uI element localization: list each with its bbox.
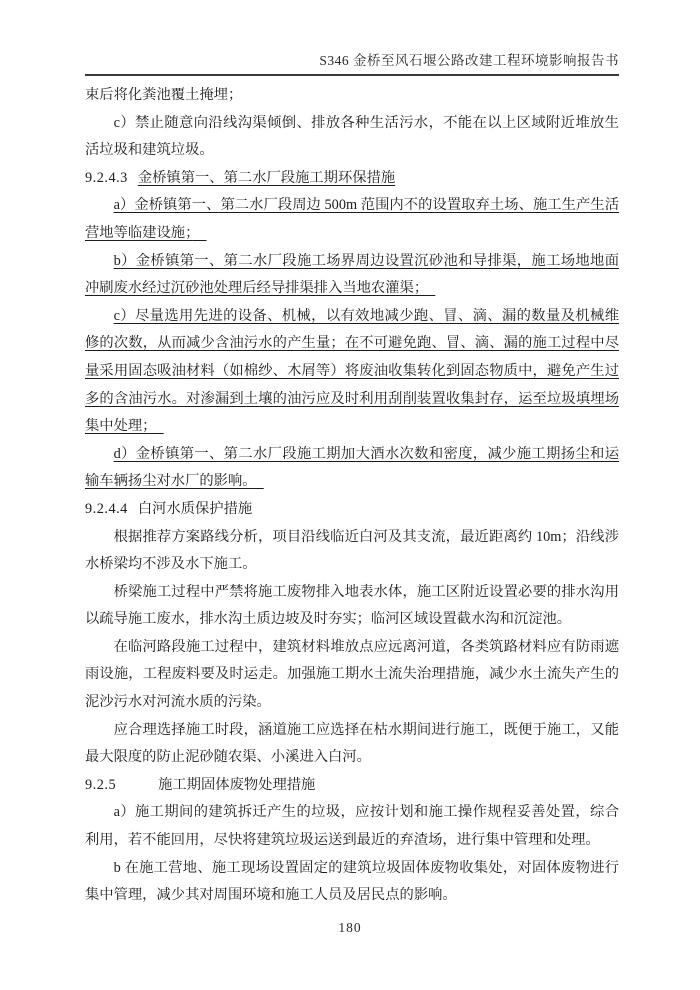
page-footer (0, 920, 700, 936)
section-heading (85, 165, 619, 193)
document-body (85, 82, 619, 910)
paragraph: 根据推荐方案路线分析，项目沿线临近白河及其支流，最近距离约 10m；沿线涉水桥梁均不涉及水下施工。 (85, 528, 619, 573)
paragraph: a）施工期间的建筑拆迁产生的垃圾，应按计划和施工操作规程妥善处置，综合利用，若不能回用，尽快将建筑垃圾运送到最近的弃渣场，进行集中管理和处理。 (85, 804, 619, 849)
section-title: 施工期固体废物处理措施 (158, 776, 316, 793)
paragraph: c）禁止随意向沿线沟渠倾倒、排放各种生活污水，不能在以上区域附近堆放生活垃圾和建筑垃圾。 (85, 114, 619, 159)
paragraph: 束后将化粪池覆土掩埋； (85, 87, 243, 103)
section-number: 9.2.4.3 (85, 169, 128, 186)
paragraph: b）金桥镇第一、第二水厂段施工场界周边设置沉砂池和导排渠，施工场地地面冲刷废水经过沉砂池处理后经导排渠排入当地农灌渠； (85, 252, 619, 297)
section-number: 9.2.4.4 (85, 500, 128, 517)
paragraph: d）金桥镇第一、第二水厂段施工期加大酒水次数和密度，减少施工期扬尘和运输车辆扬尘对水厂的影响。 (85, 445, 619, 490)
paragraph: 应合理选择施工时段，涵道施工应选择在枯水期间进行施工，既便于施工，又能最大限度的防止泥砂随农渠、小溪进入白河。 (85, 721, 619, 766)
paragraph: c）尽量选用先进的设备、机械，以有效地减少跑、冒、滴、漏的数量及机械维修的次数，从而减少含油污水的产生量；在不可避免跑、冒、滴、漏的施工过程中尽量采用固态吸油材料（如棉纱、木屑等）将废油收集转化到固态物质中，避免产生过多的含油污水。对渗漏到土壤的油污应及时利用刮削装置收集封存，运至垃圾填埋场集中处理； (85, 307, 619, 435)
section-heading (85, 496, 619, 524)
page-content (85, 52, 619, 910)
section-heading (85, 772, 619, 800)
paragraph: a）金桥镇第一、第二水厂段周边 500m 范围内不的设置取弃土场、施工生产生活营地等临建设施； (85, 197, 619, 241)
page-number: 180 (338, 920, 362, 935)
section-title: 金桥镇第一、第二水厂段施工期环保措施 (137, 169, 396, 186)
section-title: 白河水质保护措施 (137, 500, 253, 517)
page-header (85, 52, 619, 76)
paragraph: b 在施工营地、施工现场设置固定的建筑垃圾固体废物收集处，对固体废物进行集中管理，减少其对周围环境和施工人员及居民点的影响。 (85, 859, 619, 904)
paragraph: 在临河路段施工过程中，建筑材料堆放点应远离河道，各类筑路材料应有防雨遮雨设施，工程废料要及时运走。加强施工期水土流失治理措施，减少水土流失产生的泥沙污水对河流水质的污染。 (85, 638, 619, 711)
paragraph: 桥梁施工过程中严禁将施工废物排入地表水体，施工区附近设置必要的排水沟用以疏导施工废水，排水沟土质边坡及时夯实；临河区域设置截水沟和沉淀池。 (85, 583, 619, 628)
report-header-title: S346 金桥至风石堰公路改建工程环境影响报告书 (319, 53, 619, 68)
section-number: 9.2.5 (85, 776, 117, 793)
